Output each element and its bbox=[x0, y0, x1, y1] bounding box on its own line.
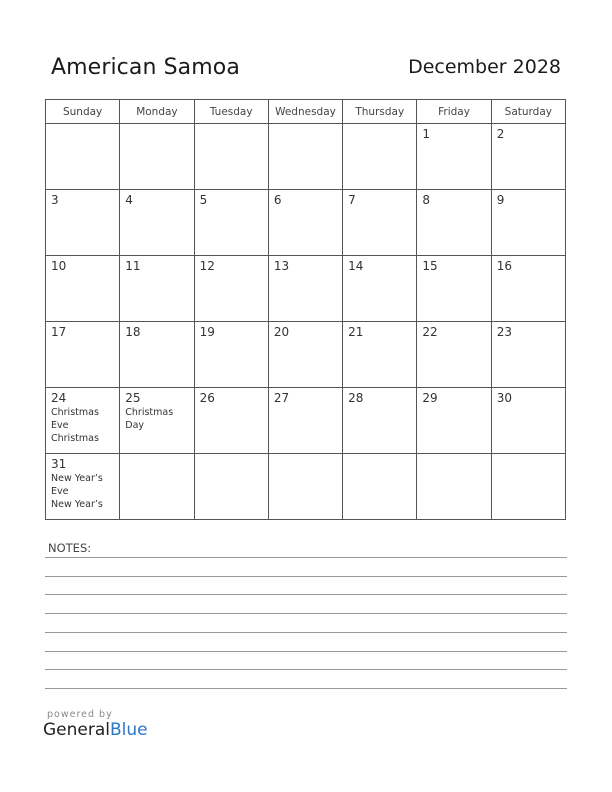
note-line bbox=[45, 688, 567, 689]
day-number: 24 bbox=[51, 391, 67, 405]
weekday-wednesday: Wednesday bbox=[268, 100, 342, 124]
day-cell bbox=[120, 124, 194, 190]
day-cell bbox=[120, 388, 194, 454]
weekday-monday: Monday bbox=[120, 100, 194, 124]
page-header bbox=[0, 0, 612, 100]
note-line bbox=[45, 632, 567, 633]
day-cell bbox=[343, 190, 417, 256]
note-line bbox=[45, 651, 567, 652]
brand-general: General bbox=[43, 720, 110, 740]
day-number: 30 bbox=[496, 391, 512, 405]
holiday-label: Christmas Eve bbox=[51, 407, 99, 431]
day-number: 14 bbox=[348, 259, 364, 273]
day-cell bbox=[194, 256, 268, 322]
day-cell bbox=[417, 190, 491, 256]
day-cell bbox=[268, 388, 342, 454]
day-number: 15 bbox=[422, 259, 438, 273]
day-number: 23 bbox=[496, 325, 512, 339]
day-cell bbox=[491, 190, 565, 256]
day-cell bbox=[46, 256, 120, 322]
day-cell bbox=[120, 256, 194, 322]
day-number: 20 bbox=[273, 325, 290, 339]
day-cell bbox=[343, 124, 417, 190]
day-cell bbox=[417, 256, 491, 322]
day-cell bbox=[46, 190, 120, 256]
day-cell bbox=[120, 190, 194, 256]
day-cell bbox=[343, 256, 417, 322]
brand-blue: Blue bbox=[110, 720, 148, 740]
day-cell bbox=[120, 322, 194, 388]
day-number: 3 bbox=[51, 193, 59, 207]
day-cell bbox=[491, 322, 565, 388]
day-number: 27 bbox=[273, 391, 290, 405]
day-cell bbox=[343, 322, 417, 388]
day-cell bbox=[194, 190, 268, 256]
day-number: 2 bbox=[496, 127, 505, 141]
day-cell bbox=[194, 322, 268, 388]
day-cell bbox=[268, 190, 342, 256]
week-row bbox=[46, 190, 566, 256]
day-number: 13 bbox=[273, 259, 290, 273]
note-line bbox=[45, 613, 567, 614]
day-cell bbox=[417, 388, 491, 454]
day-number: 12 bbox=[199, 259, 215, 273]
day-cell bbox=[491, 454, 565, 520]
day-number: 28 bbox=[348, 391, 364, 405]
weekday-header-row bbox=[46, 100, 566, 124]
day-number: 9 bbox=[496, 193, 505, 207]
weekday-saturday: Saturday bbox=[491, 100, 565, 124]
day-cell bbox=[46, 454, 120, 520]
calendar-body bbox=[46, 124, 566, 520]
day-cell bbox=[194, 124, 268, 190]
day-number: 11 bbox=[125, 259, 141, 273]
weekday-thursday: Thursday bbox=[343, 100, 417, 124]
day-cell bbox=[491, 388, 565, 454]
day-cell bbox=[417, 322, 491, 388]
day-number: 6 bbox=[273, 193, 282, 207]
day-cell bbox=[417, 454, 491, 520]
holiday-label: New Year’s bbox=[51, 499, 103, 510]
day-number: 16 bbox=[496, 259, 512, 273]
day-number: 17 bbox=[51, 325, 67, 339]
day-number: 26 bbox=[199, 391, 215, 405]
holiday-label: Christmas Day bbox=[125, 407, 174, 431]
weekday-sunday: Sunday bbox=[46, 100, 120, 124]
note-line bbox=[45, 557, 567, 558]
day-cell bbox=[491, 124, 565, 190]
day-number: 1 bbox=[422, 127, 431, 141]
holiday-label: New Year’s Eve bbox=[51, 473, 103, 497]
note-line bbox=[45, 669, 567, 670]
week-row bbox=[46, 388, 566, 454]
generalblue-logo bbox=[43, 720, 148, 740]
day-cell bbox=[46, 388, 120, 454]
day-cell bbox=[120, 454, 194, 520]
note-line bbox=[45, 576, 567, 577]
day-number: 29 bbox=[422, 391, 438, 405]
day-number: 4 bbox=[125, 193, 133, 207]
day-cell bbox=[46, 124, 120, 190]
day-cell bbox=[46, 322, 120, 388]
notes-label: NOTES: bbox=[48, 541, 92, 555]
day-number: 8 bbox=[422, 193, 431, 207]
day-number: 19 bbox=[199, 325, 215, 339]
day-cell bbox=[343, 454, 417, 520]
day-number: 21 bbox=[348, 325, 364, 339]
calendar-grid bbox=[45, 99, 566, 520]
day-number: 18 bbox=[125, 325, 141, 339]
day-number: 31 bbox=[51, 457, 67, 471]
day-cell bbox=[491, 256, 565, 322]
day-cell bbox=[268, 322, 342, 388]
day-number: 25 bbox=[125, 391, 141, 405]
week-row bbox=[46, 322, 566, 388]
holiday-label: Christmas bbox=[51, 433, 99, 444]
powered-by-text: powered by bbox=[47, 709, 113, 720]
country-title: American Samoa bbox=[51, 55, 240, 80]
day-number: 10 bbox=[51, 259, 67, 273]
day-number: 7 bbox=[348, 193, 356, 207]
day-cell bbox=[268, 454, 342, 520]
month-title: December 2028 bbox=[408, 56, 561, 78]
day-number: 22 bbox=[422, 325, 438, 339]
week-row bbox=[46, 124, 566, 190]
week-row bbox=[46, 454, 566, 520]
day-cell bbox=[194, 388, 268, 454]
note-line bbox=[45, 594, 567, 595]
week-row bbox=[46, 256, 566, 322]
weekday-friday: Friday bbox=[417, 100, 491, 124]
day-cell bbox=[268, 256, 342, 322]
day-number: 5 bbox=[199, 193, 208, 207]
day-cell bbox=[417, 124, 491, 190]
day-cell bbox=[343, 388, 417, 454]
day-cell bbox=[194, 454, 268, 520]
weekday-tuesday: Tuesday bbox=[194, 100, 268, 124]
day-cell bbox=[268, 124, 342, 190]
